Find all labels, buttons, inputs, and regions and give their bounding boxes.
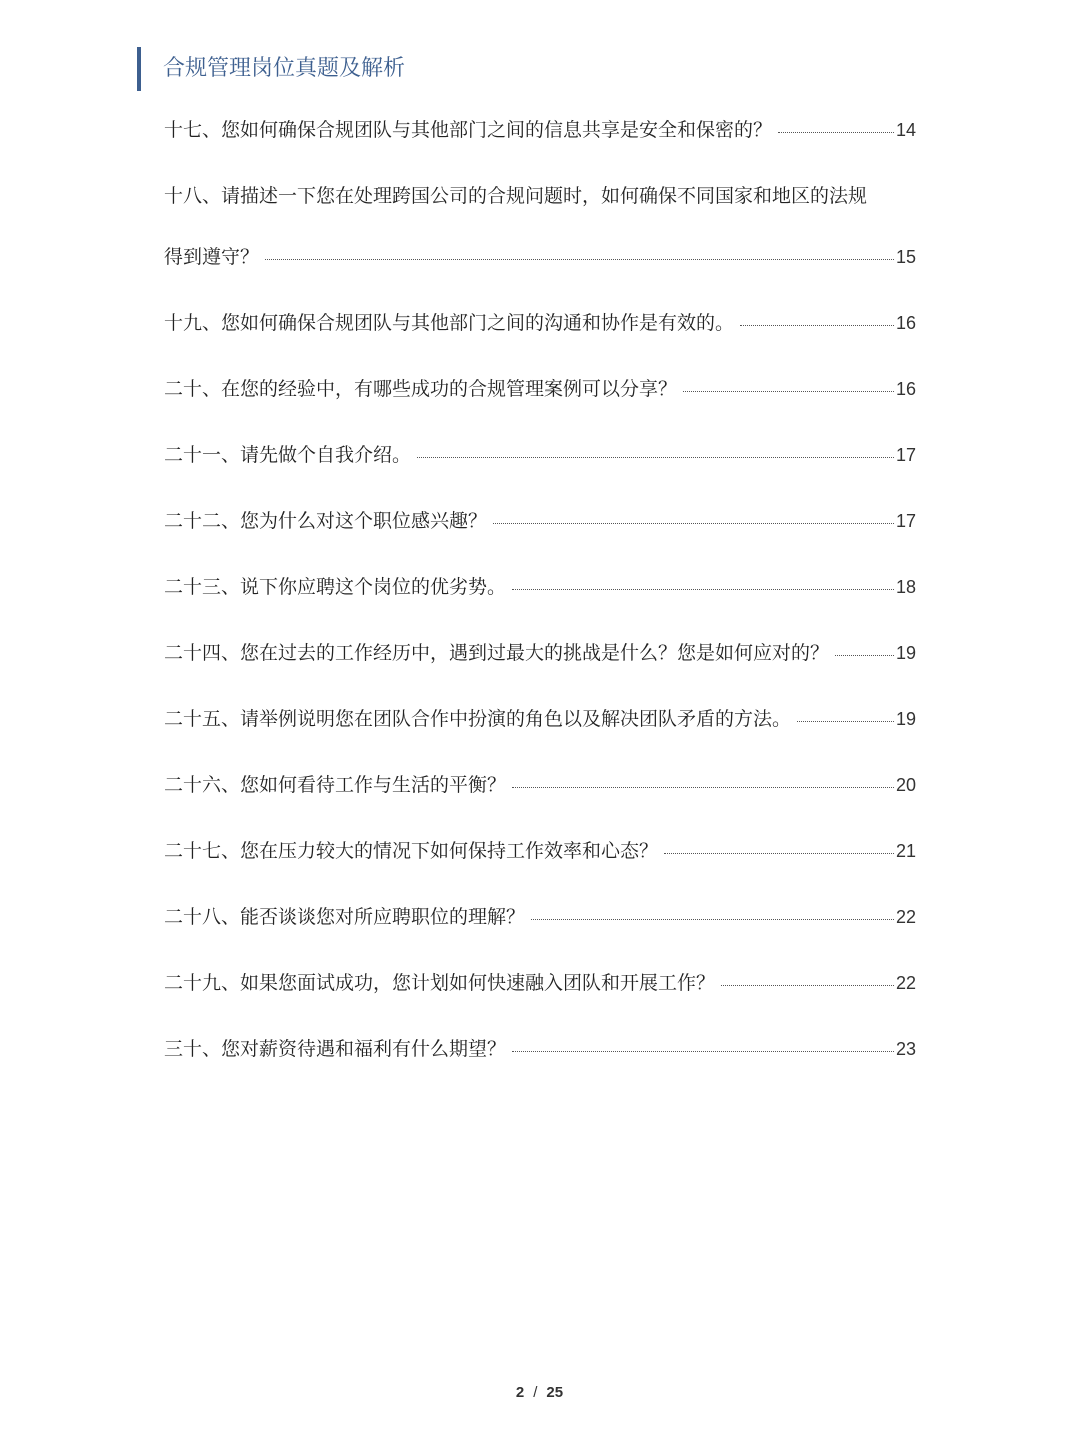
dot-leader <box>740 325 894 326</box>
page-separator: / <box>533 1384 538 1401</box>
dot-leader <box>531 919 894 920</box>
toc-entry-text: 二十九、如果您面试成功，您计划如何快速融入团队和开展工作？ <box>164 972 716 994</box>
toc-entry-page: 23 <box>895 1039 916 1059</box>
dot-leader <box>512 787 894 788</box>
dot-leader <box>417 457 894 458</box>
dot-leader <box>778 132 894 133</box>
dot-leader <box>797 721 894 722</box>
table-of-contents <box>164 107 916 1092</box>
document-header <box>137 47 405 91</box>
dot-leader <box>493 523 894 524</box>
toc-entry[interactable] <box>164 107 916 173</box>
toc-entry-text: 十八、请描述一下您在处理跨国公司的合规问题时，如何确保不同国家和地区的法规 <box>164 185 868 207</box>
toc-entry[interactable] <box>164 173 916 300</box>
toc-entry-page: 14 <box>895 120 916 140</box>
toc-entry[interactable] <box>164 1026 916 1092</box>
dot-leader <box>265 259 894 260</box>
toc-entry-text: 二十三、说下你应聘这个岗位的优劣势。 <box>164 576 507 598</box>
toc-entry-page: 18 <box>895 577 916 597</box>
toc-entry-page: 22 <box>895 907 916 927</box>
toc-entry[interactable] <box>164 894 916 960</box>
toc-entry-text: 三十、您对薪资待遇和福利有什么期望？ <box>164 1038 507 1060</box>
toc-entry-page: 20 <box>895 775 916 795</box>
toc-entry[interactable] <box>164 960 916 1026</box>
toc-entry-text: 二十七、您在压力较大的情况下如何保持工作效率和心态？ <box>164 840 659 862</box>
toc-entry-text: 二十四、您在过去的工作经历中，遇到过最大的挑战是什么？您是如何应对的？ <box>164 642 830 664</box>
toc-entry[interactable] <box>164 762 916 828</box>
toc-entry-text: 二十八、能否谈谈您对所应聘职位的理解？ <box>164 906 526 928</box>
toc-entry-text: 十九、您如何确保合规团队与其他部门之间的沟通和协作是有效的。 <box>164 312 735 334</box>
toc-entry-page: 16 <box>895 379 916 399</box>
dot-leader <box>512 1051 894 1052</box>
toc-entry[interactable] <box>164 828 916 894</box>
dot-leader <box>512 589 894 590</box>
total-page-count: 25 <box>546 1384 564 1401</box>
dot-leader <box>664 853 894 854</box>
toc-entry-text: 二十二、您为什么对这个职位感兴趣？ <box>164 510 488 532</box>
dot-leader <box>835 655 894 656</box>
toc-entry[interactable] <box>164 300 916 366</box>
toc-entry-page: 16 <box>895 313 916 333</box>
page-number-footer <box>0 1384 1079 1401</box>
toc-entry[interactable] <box>164 696 916 762</box>
toc-entry-text-continuation: 得到遵守？ <box>164 246 260 268</box>
toc-entry-page: 17 <box>895 445 916 465</box>
toc-entry[interactable] <box>164 498 916 564</box>
toc-entry-text: 二十六、您如何看待工作与生活的平衡？ <box>164 774 507 796</box>
toc-entry-page: 21 <box>895 841 916 861</box>
toc-entry[interactable] <box>164 432 916 498</box>
toc-entry-page: 19 <box>895 709 916 729</box>
toc-entry-page: 22 <box>895 973 916 993</box>
dot-leader <box>683 391 894 392</box>
toc-entry[interactable] <box>164 366 916 432</box>
toc-entry-text: 二十一、请先做个自我介绍。 <box>164 444 412 466</box>
toc-entry-text: 二十、在您的经验中，有哪些成功的合规管理案例可以分享？ <box>164 378 678 400</box>
toc-entry[interactable] <box>164 564 916 630</box>
dot-leader <box>721 985 894 986</box>
toc-entry-page: 15 <box>895 247 916 267</box>
toc-entry-text: 十七、您如何确保合规团队与其他部门之间的信息共享是安全和保密的？ <box>164 119 773 141</box>
current-page-number: 2 <box>515 1384 525 1401</box>
document-title: 合规管理岗位真题及解析 <box>163 56 406 81</box>
toc-entry[interactable] <box>164 630 916 696</box>
toc-entry-page: 17 <box>895 511 916 531</box>
toc-entry-text: 二十五、请举例说明您在团队合作中扮演的角色以及解决团队矛盾的方法。 <box>164 708 792 730</box>
toc-entry-page: 19 <box>895 643 916 663</box>
